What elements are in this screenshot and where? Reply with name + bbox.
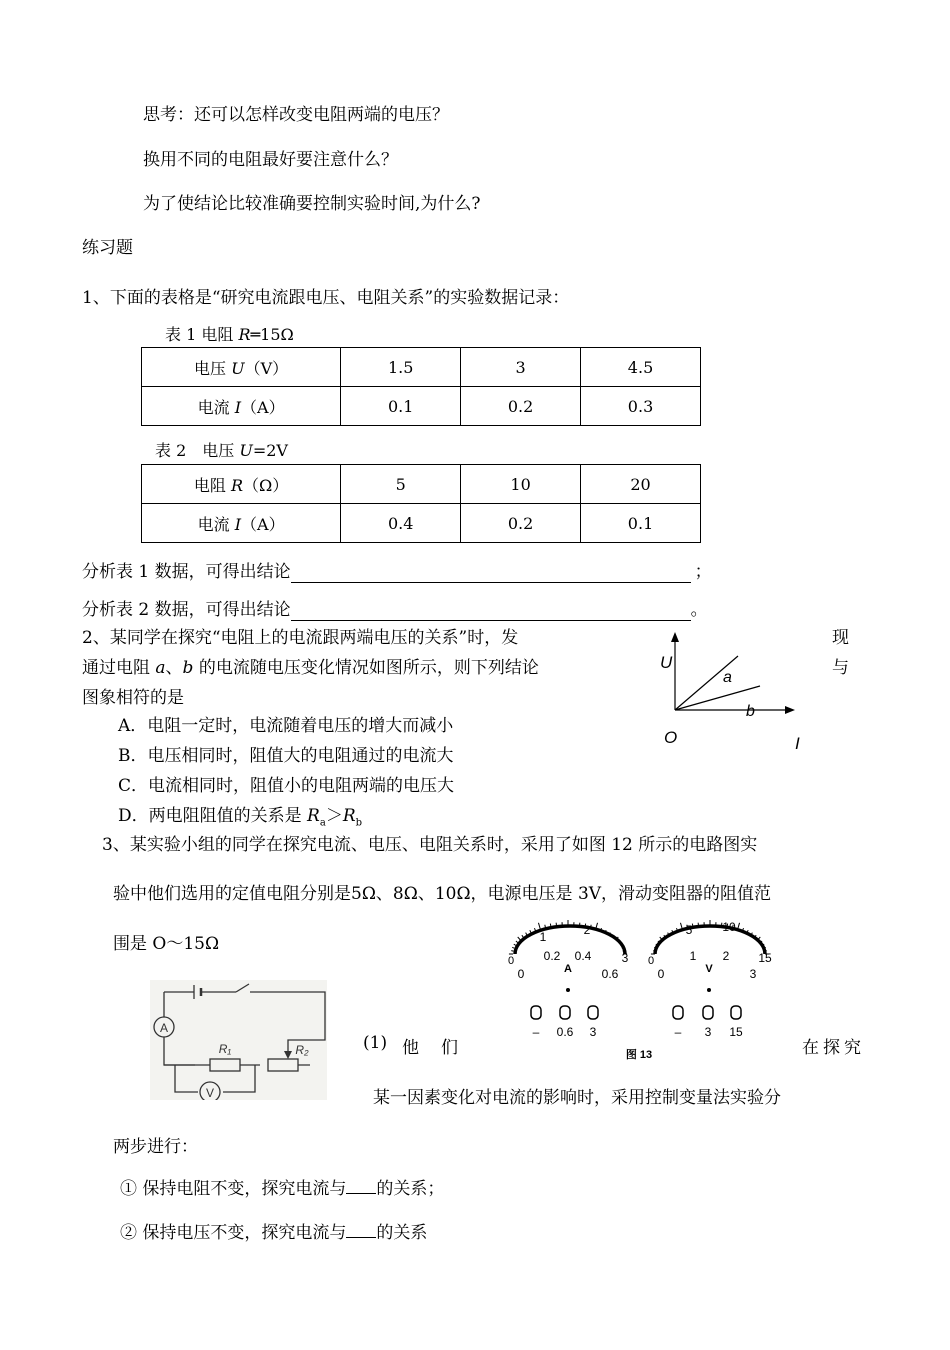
table-cell: 10 [461, 465, 581, 504]
problem-3-line-1: 3、某实验小组的同学在探究电流、电压、电阻关系时，采用了如图 12 所示的电路图实 [102, 835, 758, 855]
ammeter-dial [515, 926, 625, 954]
u-i-graph [650, 628, 820, 758]
table-row [142, 465, 701, 504]
analysis-2: 分析表 2 数据，可得出结论 。 [82, 600, 708, 620]
ammeter-unit: A [564, 963, 572, 975]
table-cell: 4.5 [581, 348, 701, 387]
voltmeter-zero-top: 0 [647, 955, 655, 967]
ammeter-scale-arc [515, 926, 625, 954]
voltmeter-top-tick: 5 [685, 923, 693, 937]
table-cell: 0.1 [581, 504, 701, 543]
ammeter-top-tick: 3 [621, 951, 629, 965]
table-1-caption: 表 1 电阻 R═15Ω [165, 325, 294, 344]
meter-tick [585, 924, 586, 928]
ammeter-bottom-tick: 0.6 [601, 967, 619, 981]
sub-question-1-word: 他 [402, 1038, 419, 1058]
table-cell: 电阻 R（Ω） [142, 465, 341, 504]
voltmeter-pivot [707, 988, 711, 992]
table-cell: 0.4 [341, 504, 461, 543]
terminal-icon [673, 1006, 683, 1019]
table-cell: 电流 I（A） [142, 387, 341, 426]
step-1: ① 保持电阻不变，探究电流与 的关系； [120, 1179, 445, 1199]
option-d[interactable]: D．两电阻阻值的关系是 $R_a>R_b$ [118, 806, 363, 829]
r1-label: R₁ [218, 1042, 232, 1056]
ammeter-zero-top: 0 [507, 955, 515, 967]
terminal-label: – [532, 1025, 540, 1039]
meter-tick [538, 923, 540, 930]
table-1 [141, 347, 701, 426]
problem-3-line-2: 验中他们选用的定值电阻分别是5Ω、8Ω、10Ω，电源电压是 3V，滑动变阻器的阻值范 [113, 884, 772, 904]
section-title: 练习题 [82, 238, 133, 258]
step-2-blank[interactable] [346, 1221, 376, 1238]
sub-question-1-marker: (1) [363, 1033, 388, 1053]
table-cell: 5 [341, 465, 461, 504]
problem-2-line-2-end: 与 [832, 658, 849, 678]
ammeter-bottom-tick: 0 [517, 967, 525, 981]
think-question-3: 为了使结论比较准确要控制实验时间,为什么? [143, 194, 481, 214]
r2-label: R₂ [295, 1043, 309, 1057]
terminal-label: 3 [704, 1025, 712, 1039]
ammeter-label: A [159, 1021, 169, 1035]
think-question-1: 思考：还可以怎样改变电阻两端的电压？ [143, 105, 449, 125]
graph-line-b-label: b [746, 703, 755, 720]
voltmeter-bottom-tick: 2 [722, 949, 730, 963]
ammeter-bottom-tick: 0.2 [543, 949, 561, 963]
terminal-label: 15 [729, 1025, 743, 1039]
table-2 [141, 464, 701, 543]
meter-tick [514, 944, 516, 945]
table-cell: 1.5 [341, 348, 461, 387]
graph-origin-label: O [664, 728, 678, 747]
problem-3-line-5: 两步进行： [113, 1137, 198, 1157]
voltmeter-unit: V [705, 963, 713, 975]
graph-x-label: I [795, 734, 800, 753]
table-cell: 0.2 [461, 387, 581, 426]
terminal-label: – [674, 1025, 682, 1039]
table-cell: 电流 I（A） [142, 504, 341, 543]
ammeter-pivot [566, 988, 570, 992]
terminal-label: 0.6 [556, 1025, 574, 1039]
table-cell: 0.2 [461, 504, 581, 543]
voltmeter-scale-arc [655, 926, 765, 954]
meter-tick [522, 935, 524, 937]
answer-blank-1[interactable] [291, 562, 691, 583]
sub-question-1-end: 在探究 [802, 1038, 865, 1058]
table-row [142, 348, 701, 387]
meter-tick [516, 941, 518, 943]
voltmeter-top-tick: 10 [722, 920, 736, 934]
problem-1-intro: 1、下面的表格是“研究电流跟电压、电阻关系”的实验数据记录： [82, 288, 570, 308]
voltmeter-bottom-tick: 1 [689, 949, 697, 963]
step-1-blank[interactable] [346, 1177, 376, 1194]
meter-tick [530, 930, 531, 933]
table-cell: 0.1 [341, 387, 461, 426]
problem-3-line-3: 围是 O～15Ω [113, 934, 220, 954]
voltmeter-bottom-tick: 0 [657, 967, 665, 981]
meter-tick [727, 924, 728, 928]
problem-3-line-4: 某一因素变化对电流的影响时，采用控制变量法实验分 [373, 1088, 781, 1108]
step-2: ② 保持电压不变，探究电流与 的关系 [120, 1223, 428, 1243]
terminal-icon [703, 1006, 713, 1019]
terminal-icon [560, 1006, 570, 1019]
table-cell: 20 [581, 465, 701, 504]
voltmeter-label: V [205, 1086, 215, 1100]
think-question-2: 换用不同的电阻最好要注意什么？ [143, 150, 398, 170]
terminal-label: 3 [589, 1025, 597, 1039]
table-row [142, 504, 701, 543]
voltmeter-top-tick: 15 [758, 951, 772, 965]
problem-2-line-2: 通过电阻 a、b 的电流随电压变化情况如图所示，则下列结论 [82, 658, 539, 678]
graph-line-a-label: a [723, 669, 732, 686]
answer-blank-2[interactable] [291, 600, 691, 621]
u-axis-arrow [671, 632, 679, 642]
graph-y-label: U [660, 653, 673, 672]
meter-tick [518, 937, 521, 940]
meter-tick [550, 924, 551, 928]
terminal-icon [588, 1006, 598, 1019]
terminal-icon [731, 1006, 741, 1019]
meters-figure [497, 912, 782, 1067]
ammeter-top-tick: 1 [539, 930, 547, 944]
option-b[interactable]: B．电压相同时，阻值大的电阻通过的电流大 [118, 746, 454, 766]
table-2-caption: 表 2 电压 U=2V [155, 441, 288, 460]
meter-tick [526, 933, 528, 936]
figure-13-caption: 图 13 [625, 1049, 653, 1061]
ammeter-bottom-tick: 0.4 [574, 949, 592, 963]
table-cell: 0.3 [581, 387, 701, 426]
meter-tick [692, 924, 693, 928]
terminal-icon [531, 1006, 541, 1019]
problem-2-line-1-end: 现 [832, 628, 849, 648]
analysis-1: 分析表 1 数据，可得出结论 ； [82, 562, 712, 582]
option-c[interactable]: C．电流相同时，阻值小的电阻两端的电压大 [118, 776, 455, 796]
table-row [142, 387, 701, 426]
voltmeter-dial [655, 926, 765, 954]
circuit-diagram [150, 980, 327, 1100]
problem-2-line-1: 2、某同学在探究“电阻上的电流跟两端电压的关系”时，发 [82, 628, 519, 648]
problem-2-line-3: 图象相符的是 [82, 688, 184, 708]
table-cell: 电压 U（V） [142, 348, 341, 387]
table-cell: 3 [461, 348, 581, 387]
option-a[interactable]: A．电阻一定时，电流随着电压的增大而减小 [118, 716, 454, 736]
meter-tick [512, 947, 514, 948]
voltmeter-bottom-tick: 3 [749, 967, 757, 981]
ammeter-top-tick: 2 [583, 923, 591, 937]
i-axis-arrow [785, 706, 795, 714]
sub-question-1-word: 们 [441, 1038, 458, 1058]
